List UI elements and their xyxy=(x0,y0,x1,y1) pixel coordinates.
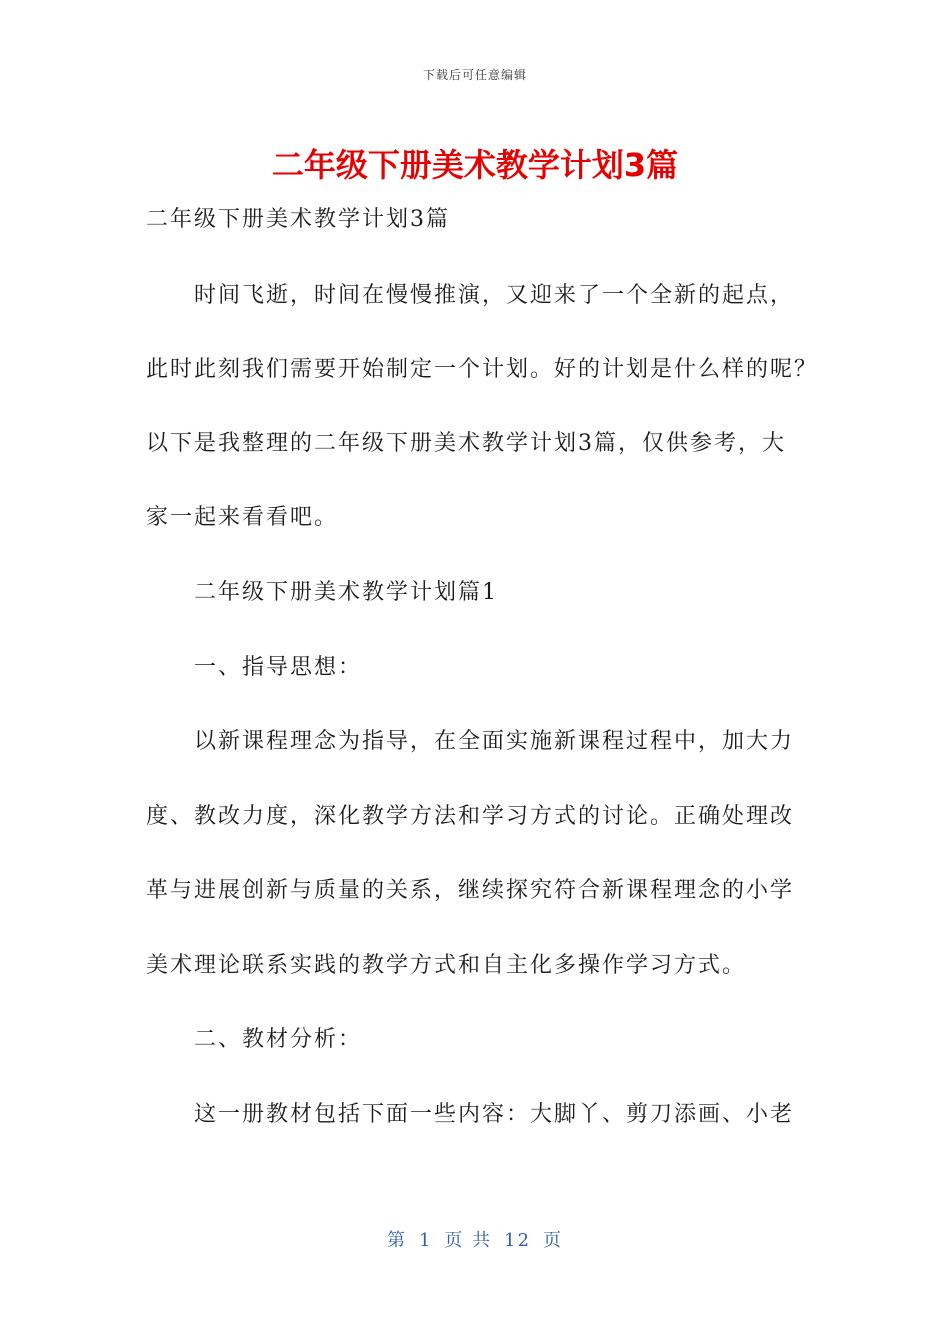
current-page-number: 1 xyxy=(418,1230,433,1251)
paragraph-line: 以新课程理念为指导，在全面实施新课程过程中，加大力 xyxy=(194,729,795,754)
paragraph-line: 度、教改力度，深化教学方法和学习方式的讨论。正确处理改 xyxy=(146,804,795,829)
paragraph-line: 此时此刻我们需要开始制定一个计划。好的计划是什么样的呢？ xyxy=(146,357,819,382)
page-label-prefix: 第 xyxy=(386,1230,407,1251)
paragraph-line: 时间飞逝，时间在慢慢推演，又迎来了一个全新的起点， xyxy=(194,283,795,308)
paragraph-line: 革与进展创新与质量的关系，继续探究符合新课程理念的小学 xyxy=(146,878,795,903)
subtitle-line: 二年级下册美术教学计划3篇 xyxy=(146,207,450,232)
paragraph-line: 这一册教材包括下面一些内容：大脚丫、剪刀添画、小老 xyxy=(194,1102,795,1127)
section-heading: 二年级下册美术教学计划篇1 xyxy=(194,580,498,605)
document-title: 二年级下册美术教学计划3篇 xyxy=(271,146,679,184)
header-note: 下载后可任意编辑 xyxy=(422,68,527,82)
paragraph-line: 家一起来看看吧。 xyxy=(146,505,339,530)
page-label-mid: 页 共 xyxy=(444,1230,493,1251)
paragraph-line: 以下是我整理的二年级下册美术教学计划3篇，仅供参考，大 xyxy=(146,431,786,456)
page-label-suffix: 页 xyxy=(543,1230,564,1251)
total-pages-number: 12 xyxy=(504,1230,532,1251)
page-footer xyxy=(0,1226,950,1252)
paragraph-line: 美术理论联系实践的教学方式和自主化多操作学习方式。 xyxy=(146,953,747,978)
section-heading: 二、教材分析： xyxy=(194,1027,363,1052)
section-heading: 一、指导思想： xyxy=(194,655,363,680)
